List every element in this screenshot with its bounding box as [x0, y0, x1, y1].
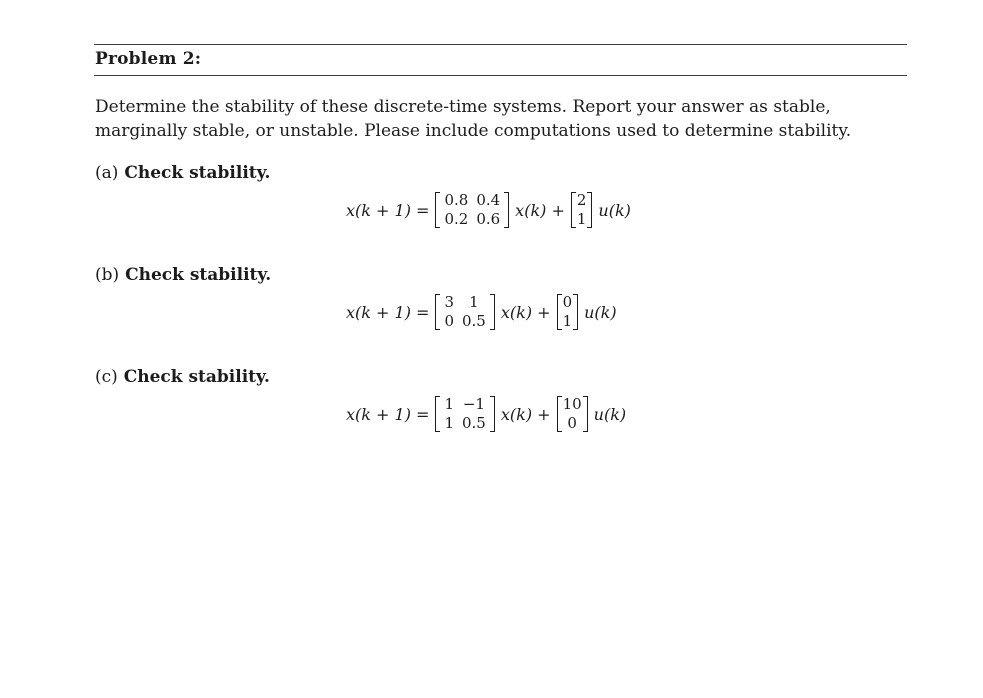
part-b-state-term: x(k) +: [500, 302, 551, 322]
part-b-equation: [342, 288, 621, 336]
part-a-equation: [342, 186, 635, 234]
matrix-cell: 0.5: [462, 414, 486, 432]
part-b-lhs: x(k + 1) =: [346, 302, 430, 322]
vector-cell: 0: [562, 293, 573, 311]
part-a-state-term: x(k) +: [515, 200, 565, 220]
part-c-matrix-a: [435, 395, 494, 433]
part-c-input-term: u(k): [593, 404, 627, 424]
vector-cell: 10: [562, 395, 582, 413]
vector-cell: 0: [567, 414, 577, 432]
part-b-input-term: u(k): [584, 302, 617, 322]
matrix-cell: 0.8: [444, 191, 469, 209]
part-b-matrix-a: [435, 293, 494, 331]
problem-title: Problem 2:: [95, 49, 202, 69]
matrix-cell: 1: [444, 414, 454, 432]
matrix-cell: 0: [444, 312, 454, 330]
part-c-state-term: x(k) +: [500, 404, 551, 424]
part-c-lhs: x(k + 1) =: [346, 404, 430, 424]
bottom-rule: [94, 75, 907, 76]
part-c-heading: [95, 367, 270, 387]
matrix-cell: 1: [469, 293, 479, 311]
part-c-vector-b: [557, 395, 588, 433]
part-a-label: (a): [95, 163, 119, 183]
part-a-title: Check stability.: [124, 163, 271, 183]
part-b-heading: [95, 265, 271, 285]
matrix-cell: 0.5: [462, 312, 486, 330]
matrix-cell: 1: [444, 395, 454, 413]
part-b-vector-b: [557, 293, 579, 331]
part-a-input-term: u(k): [598, 200, 631, 220]
matrix-cell: 0.4: [476, 191, 501, 209]
part-a-heading: [95, 163, 270, 183]
part-c-title: Check stability.: [123, 367, 270, 387]
matrix-cell: 0.2: [444, 210, 469, 228]
matrix-cell: 0.6: [476, 210, 501, 228]
vector-cell: 1: [562, 312, 573, 330]
part-b-title: Check stability.: [125, 265, 272, 285]
part-c-equation: [342, 390, 630, 438]
part-a-vector-b: [571, 191, 593, 229]
top-rule: [94, 44, 907, 45]
matrix-cell: −1: [462, 395, 485, 413]
part-b-label: (b): [95, 265, 120, 285]
part-c-label: (c): [95, 367, 118, 387]
vector-cell: 1: [576, 210, 587, 228]
part-a-lhs: x(k + 1) =: [346, 200, 430, 220]
problem-intro: Determine the stability of these discrete-time systems. Report your answer as stable, marginally stable, or unstable. Please include computations used to determine stability.: [95, 97, 852, 141]
part-a-matrix-a: [435, 191, 509, 229]
matrix-cell: 3: [444, 293, 454, 311]
vector-cell: 2: [576, 191, 587, 209]
